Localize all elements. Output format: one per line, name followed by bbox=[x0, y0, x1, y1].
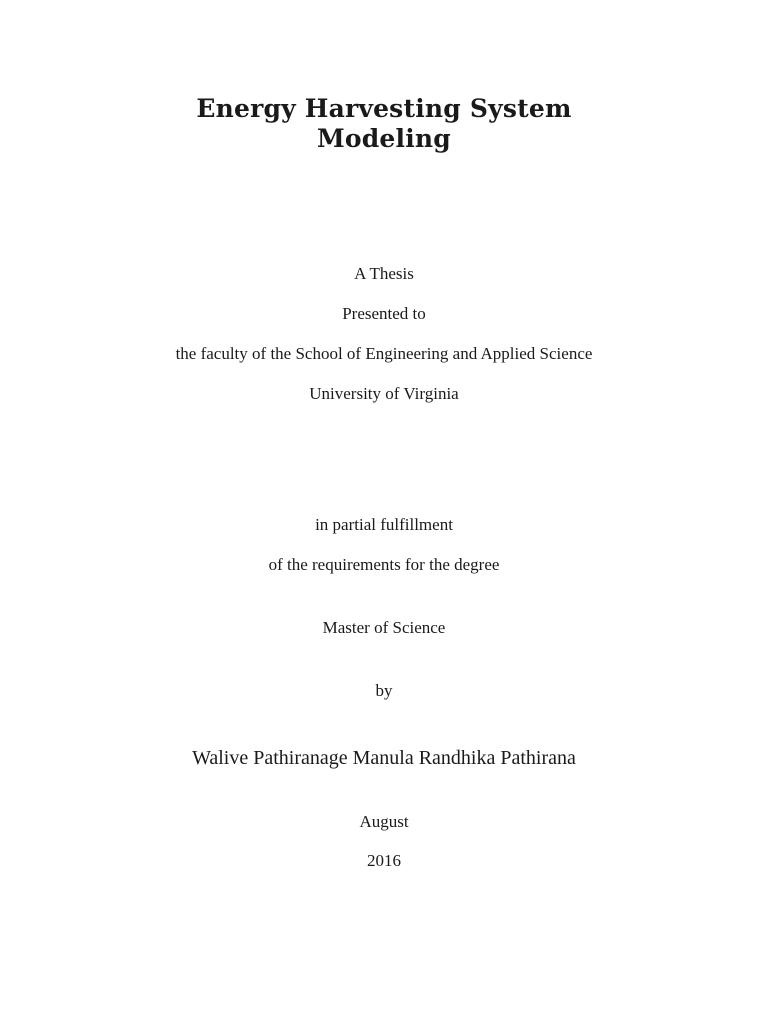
presented-to: Presented to bbox=[342, 304, 426, 323]
author-name: Walive Pathiranage Manula Randhika Pathirana bbox=[192, 747, 576, 769]
university-line: University of Virginia bbox=[309, 384, 459, 403]
date-month: August bbox=[359, 812, 409, 831]
degree-name: Master of Science bbox=[322, 618, 446, 637]
document-type: A Thesis bbox=[354, 264, 414, 283]
thesis-title-line-1: Energy Harvesting System bbox=[196, 94, 572, 123]
faculty-line: the faculty of the School of Engineering and Applied Science bbox=[175, 344, 593, 363]
fulfillment-line-1: in partial fulfillment bbox=[315, 515, 453, 534]
by-label: by bbox=[375, 681, 393, 700]
fulfillment-line-2: of the requirements for the degree bbox=[268, 555, 500, 574]
thesis-title-line-2: Modeling bbox=[317, 124, 451, 153]
date-year: 2016 bbox=[367, 851, 401, 870]
